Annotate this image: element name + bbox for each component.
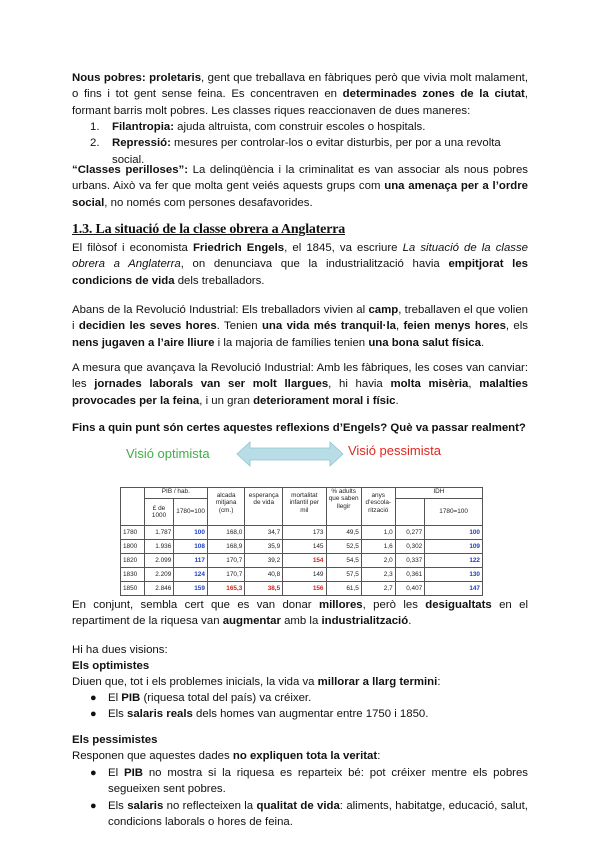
list-item: 2. Repressió: mesures per controlar-los o evitar disturbis, per por a una revolta social.	[90, 137, 501, 166]
paragraph-engels: El filòsof i economista Friedrich Engels, el 1845, va escriure La situació de la classe obrera a Anglaterra, on denunciava que la industrialització havia empitjorat les condicions de vida dels treballadors.	[72, 242, 528, 287]
table-header-cell: 1780=100	[174, 499, 208, 526]
table-header-cell: % adults que saben llegir	[326, 488, 361, 526]
table-header-cell: alcada mitjana (cm.)	[207, 488, 244, 526]
optimist-vision-label: Visió optimista	[126, 446, 210, 461]
paragraph-conclusion: En conjunt, sembla cert que es van donar millores, però les desigualtats en el repartiment de la riquesa van augmentar amb la industrialització.	[72, 599, 528, 628]
reactions-list	[72, 119, 528, 168]
pessimists-intro: Responen que aquestes dades no expliquen tota la veritat:	[72, 750, 381, 762]
table-header-cell: £ de 1000	[144, 499, 174, 526]
table-header-cell: PIB / hab.	[144, 488, 207, 499]
table-header-cell: IDH	[395, 488, 482, 499]
paragraph-dangerous-classes: “Classes perilloses”: La delinqüència i la criminalitat es van associar als nous pobres urbans. Això va fer que molta gent veiés aquests grups com una amenaça per a l’ordre social, no només com persones desafavorides.	[72, 164, 528, 209]
table-header-cell: mortalitat infantil per mil	[283, 488, 326, 526]
list-item: ● El PIB no mostra si la riquesa es reparteix bé: pot créixer mentre els pobres segueixen sent pobres.	[90, 767, 528, 796]
paragraph-new-poor: Nous pobres: proletaris, gent que treballava en fàbriques però que vivia molt malament, o fins i tot gent sense feina. Es concentraven en determinades zones de la ciutat, formant barris molt pobres. Les classes riques reaccionaven de dues maneres:	[72, 72, 528, 117]
table-row: 1850 2.846 159 165,3 38,5 156 61,5 2,7 0,407 147	[121, 582, 483, 596]
pessimists-title: Els pessimistes	[72, 734, 158, 746]
bullet-icon: ●	[90, 708, 97, 721]
table-row: 1820 2.099 117 170,7 39,2 154 54,5 2,0 0,337 122	[121, 554, 483, 568]
table-header-cell: 1780=100	[425, 499, 483, 526]
paragraph-before-revolution: Abans de la Revolució Industrial: Els treballadors vivien al camp, treballaven el que volien i decidien les seves hores. Tenien una vida més tranquil·la, feien menys hores, els nens jugaven a l’aire lliure i la majoria de famílies tenien una bona salut física.	[72, 304, 528, 349]
double-arrow-icon	[236, 440, 344, 468]
table-header-cell	[395, 499, 425, 526]
optimists-list	[72, 690, 528, 723]
table-row: 1780 1.787 100 168,0 34,7 173 49,5 1,0 0,277 100	[121, 526, 483, 540]
bullet-icon: ●	[90, 767, 97, 779]
paragraph-during-revolution: A mesura que avançava la Revolució Industrial: Amb les fàbriques, les coses van canviar: les jornades laborals van ser molt llargues, hi havia molta misèria, malalties provocades per la feina, i un gran deteriorament moral i físic.	[72, 362, 528, 407]
bullet-icon: ●	[90, 692, 97, 704]
table-row: 1800 1.936 108 168,9 35,9 145 52,5 1,6 0,302 109	[121, 540, 483, 554]
question-line: Fins a quin punt són certes aquestes reflexions d’Engels? Què va passar realment?	[72, 422, 526, 434]
bullet-icon: ●	[90, 799, 97, 812]
optimists-intro: Diuen que, tot i els problemes inicials, la vida va millorar a llarg termini:	[72, 676, 441, 688]
table-header-cell	[121, 488, 145, 526]
table-header-cell: esperança de vida	[245, 488, 283, 526]
list-item: ● Els salaris no reflecteixen la qualitat de vida: aliments, habitatge, educació, salut, condicions laborals o hores de feina.	[90, 799, 528, 829]
table-header-cell: anys d’escola-rització	[361, 488, 395, 526]
list-item: 1. Filantropia: ajuda altruista, com construir escoles o hospitals.	[90, 121, 426, 133]
living-standards-table	[120, 487, 483, 596]
optimists-title: Els optimistes	[72, 660, 150, 672]
pessimist-vision-label: Visió pessimista	[348, 443, 441, 458]
table-header-row	[121, 488, 483, 499]
table-row: 1830 2.209 124 170,7 40,8 149 57,5 2,3 0,361 130	[121, 568, 483, 582]
list-item: ● El PIB (riquesa total del país) va créixer.	[72, 690, 528, 706]
section-heading: 1.3. La situació de la classe obrera a Anglaterra	[72, 222, 346, 237]
two-visions-line: Hi ha dues visions:	[72, 644, 168, 656]
list-item: ● Els salaris reals dels homes van augmentar entre 1750 i 1850.	[72, 706, 528, 722]
pessimists-list	[72, 765, 528, 831]
